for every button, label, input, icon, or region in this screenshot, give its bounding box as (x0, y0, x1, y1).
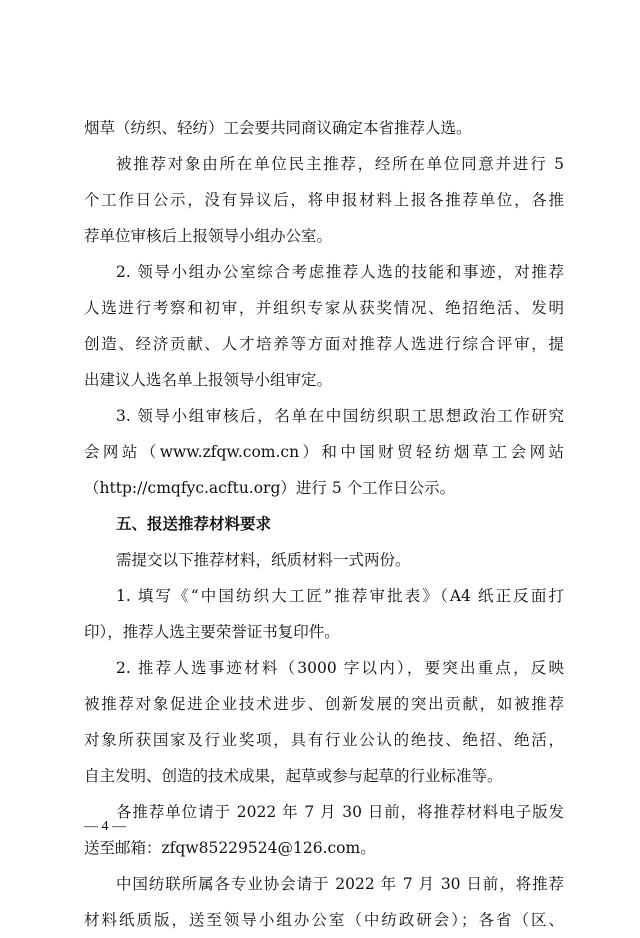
text-line: 各推荐单位请于 2022 年 7 月 30 日前，将推荐材料电子版发 (116, 803, 564, 821)
document-body (84, 110, 564, 938)
text-line: 自主发明、创造的技术成果，起草或参与起草的行业标准等。 (84, 767, 503, 785)
text-line: 印），推荐人选主要荣誉证书复印件。 (84, 623, 340, 641)
text-line: 个工作日公示，没有异议后，将申报材料上报各推荐单位，各推 (84, 191, 564, 209)
text-line: 出建议人选名单上报领导小组审定。 (84, 371, 333, 389)
text-line: 送至邮箱：zfqw85229524@126.com。 (84, 839, 376, 857)
text-line: 创造、经济贡献、人才培养等方面对推荐人选进行综合评审，提 (84, 335, 564, 353)
text-line: 被推荐对象由所在单位民主推荐，经所在单位同意并进行 5 (116, 155, 564, 173)
section-heading: 五、报送推荐材料要求 (116, 515, 272, 533)
text-line: 材料纸质版，送至领导小组办公室（中纺政研会）；各省（区、 (84, 911, 564, 929)
text-line: 2. 推荐人选事迹材料（3000 字以内），要突出重点，反映 (116, 659, 564, 677)
text-line: 烟草（纺织、轻纺）工会要共同商议确定本省推荐人选。 (84, 119, 472, 137)
text-line: 人选进行考察和初审，并组织专家从获奖情况、绝招绝活、发明 (84, 299, 564, 317)
text-line: 需提交以下推荐材料，纸质材料一式两份。 (116, 551, 411, 569)
text-line: 被推荐对象促进企业技术进步、创新发展的突出贡献，如被推荐 (84, 695, 564, 713)
text-line: 会网站（www.zfqw.com.cn）和中国财贸轻纺烟草工会网站 (84, 443, 564, 461)
text-line: 3. 领导小组审核后，名单在中国纺织职工思想政治工作研究 (116, 407, 564, 425)
text-line: 荐单位审核后上报领导小组办公室。 (84, 227, 333, 245)
text-line: 对象所获国家及行业奖项，具有行业公认的绝技、绝招、绝活， (84, 731, 564, 749)
text-line: 中国纺联所属各专业协会请于 2022 年 7 月 30 日前，将推荐 (116, 875, 564, 893)
text-line: （http://cmqfyc.acftu.org）进行 5 个工作日公示。 (84, 479, 456, 497)
text-line: 1. 填写《“中国纺织大工匠”推荐审批表》（A4 纸正反面打 (116, 587, 564, 605)
page-number: — 4 — (84, 819, 126, 834)
text-line: 2. 领导小组办公室综合考虑推荐人选的技能和事迹，对推荐 (116, 263, 564, 281)
